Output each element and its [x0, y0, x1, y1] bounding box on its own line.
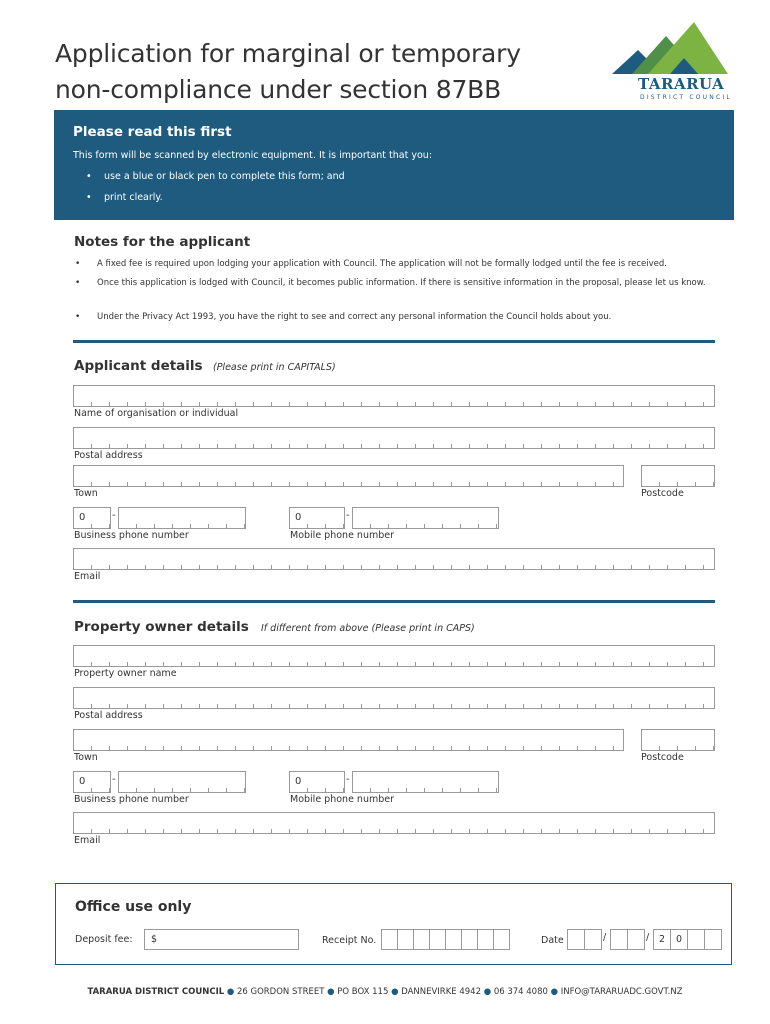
office-use-panel	[55, 883, 732, 965]
footer-email: INFO@TARARUADC.GOVT.NZ	[560, 987, 683, 997]
date-slash: /	[646, 932, 650, 943]
owner-business-phone-label: Business phone number	[74, 794, 189, 805]
owner-postcode-input[interactable]	[641, 729, 715, 751]
notes-heading: Notes for the applicant	[74, 234, 251, 250]
owner-postal-label: Postal address	[74, 710, 143, 721]
applicant-postal-label: Postal address	[74, 450, 143, 461]
page-title	[55, 36, 595, 108]
office-heading: Office use only	[75, 899, 192, 915]
banner-heading: Please read this first	[73, 124, 232, 140]
phone-dash: -	[112, 510, 116, 521]
applicant-postcode-input[interactable]	[641, 465, 715, 487]
currency-symbol: $	[151, 934, 158, 945]
phone-prefix: 0	[79, 512, 86, 523]
phone-dash: -	[346, 774, 350, 785]
receipt-number-input[interactable]	[381, 929, 512, 950]
footer-org: TARARUA DISTRICT COUNCIL	[87, 987, 225, 997]
logo-name: TARARUA	[638, 75, 725, 93]
applicant-postcode-label: Postcode	[641, 488, 684, 499]
footer-street: 26 GORDON STREET	[236, 987, 325, 997]
section-divider	[73, 340, 715, 343]
applicant-mobile-number-input[interactable]	[352, 507, 499, 529]
applicant-hint: (Please print in CAPITALS)	[213, 362, 336, 373]
applicant-business-number-input[interactable]	[118, 507, 246, 529]
phone-prefix: 0	[295, 776, 302, 787]
title-line-2: non-compliance under section 87BB	[55, 75, 502, 104]
owner-heading: Property owner details	[74, 619, 249, 635]
deposit-label: Deposit fee:	[75, 934, 133, 945]
logo-subtitle: DISTRICT COUNCIL	[640, 94, 732, 101]
mountain-logo-icon	[608, 18, 733, 78]
section-divider	[73, 600, 715, 603]
owner-mobile-phone-label: Mobile phone number	[290, 794, 395, 805]
owner-email-input[interactable]	[73, 812, 715, 834]
footer-address: TARARUA DISTRICT COUNCIL ● 26 GORDON STREET ● PO BOX 115 ● DANNEVIRKE 4942 ● 06 374 4080 ● INFO@TARARUADC.GOVT.NZ	[87, 987, 683, 997]
phone-prefix: 0	[295, 512, 302, 523]
owner-email-label: Email	[74, 835, 101, 846]
receipt-label: Receipt No.	[322, 935, 377, 946]
phone-dash: -	[112, 774, 116, 785]
phone-dash: -	[346, 510, 350, 521]
footer-pobox: PO BOX 115	[337, 987, 389, 997]
applicant-town-input[interactable]	[73, 465, 624, 487]
applicant-heading: Applicant details	[74, 358, 203, 374]
phone-prefix: 0	[79, 776, 86, 787]
owner-name-label: Property owner name	[74, 668, 177, 679]
title-line-1: Application for marginal or temporary	[55, 39, 521, 68]
applicant-mobile-phone-label: Mobile phone number	[290, 530, 395, 541]
owner-mobile-number-input[interactable]	[352, 771, 499, 793]
applicant-email-label: Email	[74, 571, 101, 582]
tararua-logo	[608, 18, 733, 104]
applicant-town-label: Town	[74, 488, 98, 499]
footer-town: DANNEVIRKE 4942	[401, 987, 481, 997]
owner-town-input[interactable]	[73, 729, 624, 751]
date-slash: /	[603, 932, 607, 943]
note-item: • Once this application is lodged with Council, it becomes public information. If there is sensitive information in the proposal, please let us know.	[97, 277, 709, 289]
applicant-email-input[interactable]	[73, 548, 715, 570]
owner-postal-input[interactable]	[73, 687, 715, 709]
note-item: • A fixed fee is required upon lodging your application with Council. The application will not be formally lodged until the fee is received.	[97, 258, 709, 270]
applicant-name-label: Name of organisation or individual	[74, 408, 239, 419]
banner-intro: This form will be scanned by electronic equipment. It is important that you:	[73, 150, 433, 161]
read-first-banner	[54, 110, 734, 220]
owner-business-number-input[interactable]	[118, 771, 246, 793]
footer-phone: 06 374 4080	[493, 987, 548, 997]
deposit-input[interactable]	[144, 929, 299, 950]
note-item: • Under the Privacy Act 1993, you have the right to see and correct any personal information the Council holds about you.	[97, 311, 709, 323]
applicant-postal-input[interactable]	[73, 427, 715, 449]
owner-postcode-label: Postcode	[641, 752, 684, 763]
applicant-name-input[interactable]	[73, 385, 715, 407]
applicant-business-phone-label: Business phone number	[74, 530, 189, 541]
date-label: Date	[541, 935, 564, 946]
owner-name-input[interactable]	[73, 645, 715, 667]
date-input[interactable]: / / 2 0	[567, 929, 717, 950]
banner-bullet: • use a blue or black pen to complete this form; and	[92, 171, 345, 182]
owner-town-label: Town	[74, 752, 98, 763]
owner-hint: If different from above (Please print in CAPS)	[261, 623, 475, 634]
banner-bullet: • print clearly.	[92, 192, 163, 203]
